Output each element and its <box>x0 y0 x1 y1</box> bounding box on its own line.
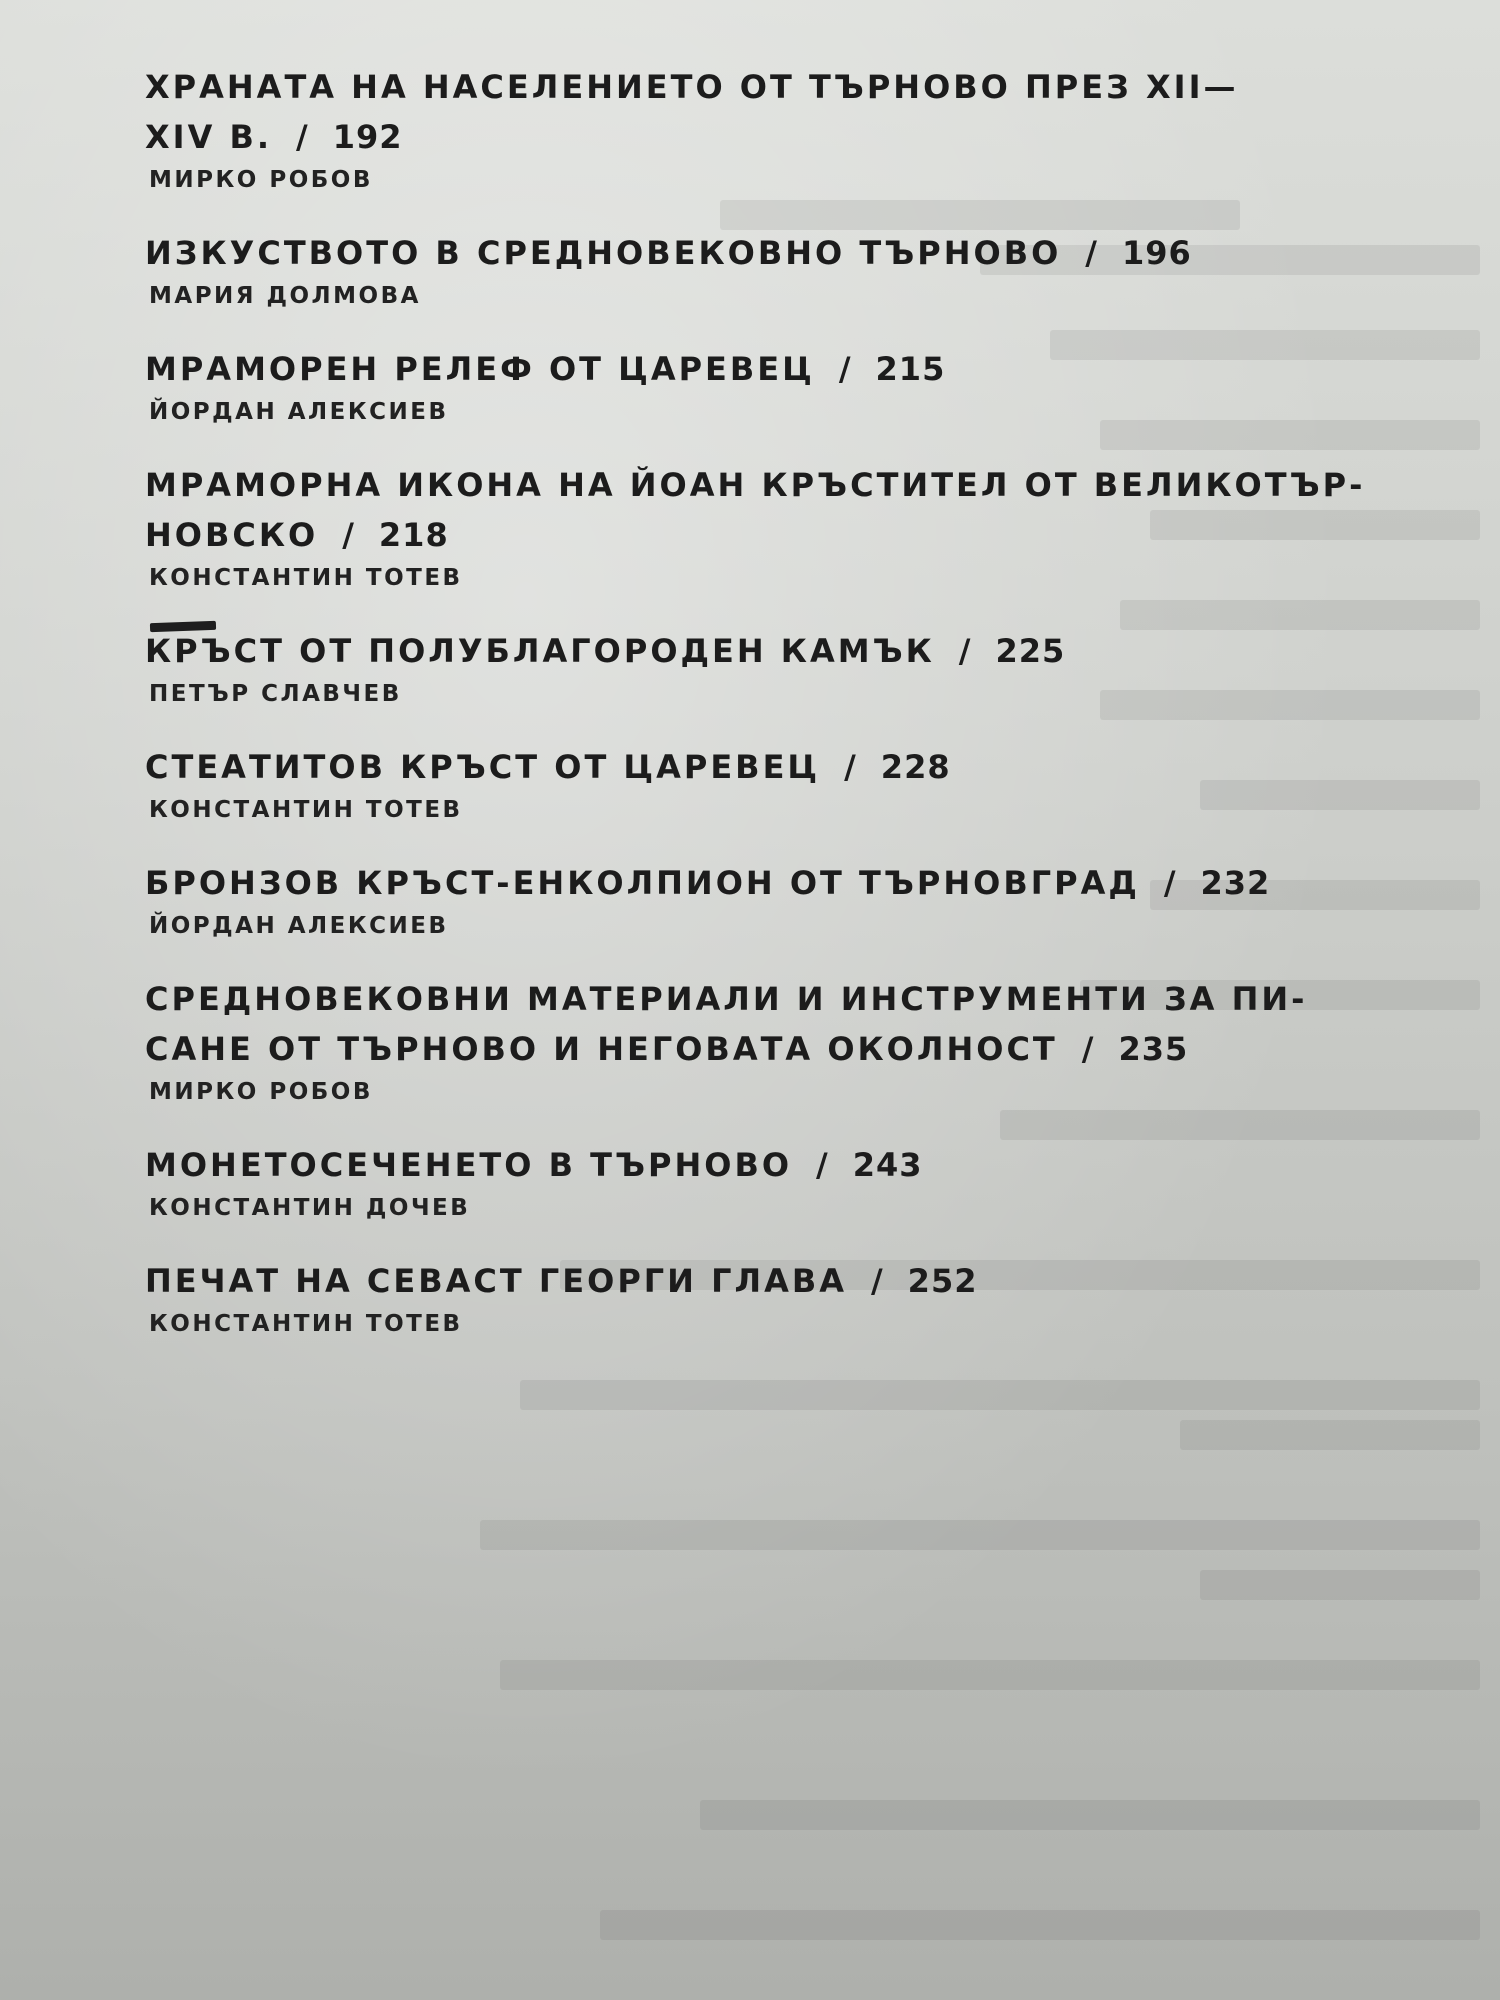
toc-entry <box>145 974 1405 1110</box>
page-number: 192 <box>332 118 403 156</box>
entry-title-text: НОВСКО <box>145 516 319 554</box>
entry-title-text: МОНЕТОСЕЧЕНЕТО В ТЪРНОВО <box>145 1146 793 1184</box>
page-separator: / <box>1085 234 1098 272</box>
toc-entry <box>145 742 1405 828</box>
page-number: 243 <box>852 1146 923 1184</box>
entry-title-text: XIV В. <box>145 118 273 156</box>
entry-author: МИРКО РОБОВ <box>149 1079 373 1105</box>
toc-entry <box>145 62 1405 198</box>
entry-title-line <box>145 460 1405 510</box>
page-number: 196 <box>1121 234 1192 272</box>
entry-title-line <box>145 510 1405 560</box>
page-separator: / <box>1163 864 1177 902</box>
toc-entry <box>145 1256 1405 1342</box>
page-number: 235 <box>1118 1030 1189 1068</box>
toc-entry <box>145 858 1405 944</box>
entry-title-text: МРАМОРЕН РЕЛЕФ ОТ ЦАРЕВЕЦ <box>145 350 815 388</box>
entry-title-line <box>145 1256 1405 1306</box>
table-of-contents <box>145 62 1405 1372</box>
page-number: 252 <box>907 1262 978 1300</box>
entry-title-line <box>145 742 1405 792</box>
page-separator: / <box>816 1146 829 1184</box>
entry-title-line <box>145 1024 1405 1074</box>
toc-entry <box>145 460 1405 596</box>
entry-title-line <box>145 62 1405 112</box>
entry-author: КОНСТАНТИН ТОТЕВ <box>149 1311 463 1337</box>
entry-author: ЙОРДАН АЛЕКСИЕВ <box>149 399 449 425</box>
entry-author: ПЕТЪР СЛАВЧЕВ <box>149 681 402 707</box>
page-separator: / <box>870 1262 884 1300</box>
toc-entry <box>145 1140 1405 1226</box>
entry-title-text: САНЕ ОТ ТЪРНОВО И НЕГОВАТА ОКОЛНОСТ <box>145 1030 1058 1068</box>
entry-title-text: МРАМОРНА ИКОНА НА ЙОАН КРЪСТИТЕЛ ОТ ВЕЛИКОТЪР- <box>145 466 1366 504</box>
entry-title-text: СТЕАТИТОВ КРЪСТ ОТ ЦАРЕВЕЦ <box>145 748 821 786</box>
page-separator: / <box>844 748 857 786</box>
entry-author: МАРИЯ ДОЛМОВА <box>149 283 421 309</box>
toc-entry <box>145 344 1405 430</box>
entry-title-line <box>145 974 1405 1024</box>
page-number: 215 <box>875 350 946 388</box>
entry-title-text: ПЕЧАТ НА СЕВАСТ ГЕОРГИ ГЛАВА <box>145 1262 847 1300</box>
page-number: 225 <box>995 632 1066 670</box>
entry-author: КОНСТАНТИН ТОТЕВ <box>149 797 463 823</box>
entry-title-text: ХРАНАТА НА НАСЕЛЕНИЕТО ОТ ТЪРНОВО ПРЕЗ XII— <box>145 68 1239 106</box>
page-separator: / <box>342 516 355 554</box>
entry-title-line <box>145 228 1405 278</box>
entry-title-text: ИЗКУСТВОТО В СРЕДНОВЕКОВНО ТЪРНОВО <box>145 234 1062 272</box>
entry-title-line <box>145 344 1405 394</box>
entry-author: КОНСТАНТИН ТОТЕВ <box>149 565 463 591</box>
entry-author: МИРКО РОБОВ <box>149 167 373 193</box>
page-number: 218 <box>378 516 449 554</box>
entry-title-text: КРЪСТ ОТ ПОЛУБЛАГОРОДЕН КАМЪК <box>145 632 935 670</box>
entry-title-text: БРОНЗОВ КРЪСТ-ЕНКОЛПИОН ОТ ТЪРНОВГРАД <box>145 864 1140 902</box>
toc-entry <box>145 626 1405 712</box>
page-separator: / <box>958 632 972 670</box>
entry-title-line <box>145 1140 1405 1190</box>
entry-author: ЙОРДАН АЛЕКСИЕВ <box>149 913 449 939</box>
toc-entry <box>145 228 1405 314</box>
page-number: 232 <box>1200 864 1271 902</box>
entry-title-line <box>145 858 1405 908</box>
page-separator: / <box>838 350 852 388</box>
entry-title-line <box>145 626 1405 676</box>
page-separator: / <box>296 118 309 156</box>
entry-title-text: СРЕДНОВЕКОВНИ МАТЕРИАЛИ И ИНСТРУМЕНТИ ЗА ПИ- <box>145 980 1308 1018</box>
entry-author: КОНСТАНТИН ДОЧЕВ <box>149 1195 471 1221</box>
entry-title-line <box>145 112 1405 162</box>
page-separator: / <box>1081 1030 1095 1068</box>
page-number: 228 <box>880 748 951 786</box>
